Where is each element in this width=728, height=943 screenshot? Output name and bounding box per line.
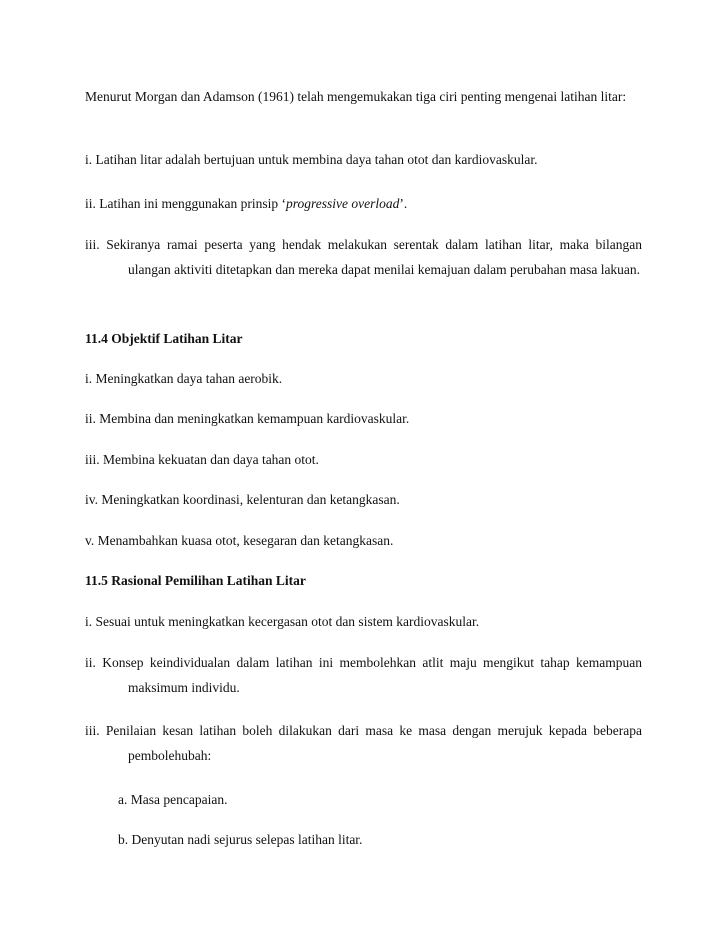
feature-item-2-suffix: ’. [399, 196, 408, 211]
intro-paragraph: Menurut Morgan dan Adamson (1961) telah mengemukakan tiga ciri penting mengenai latihan litar: [85, 89, 627, 104]
feature-item-1: i. Latihan litar adalah bertujuan untuk membina daya tahan otot dan kardiovaskular. [85, 152, 538, 167]
objective-item-4: iv. Meningkatkan koordinasi, kelenturan dan ketangkasan. [85, 492, 400, 507]
objective-item-1: i. Meningkatkan daya tahan aerobik. [85, 371, 283, 386]
objective-item-2: ii. Membina dan meningkatkan kemampuan kardiovaskular. [85, 411, 410, 426]
feature-item-2-emphasis: progressive overload [285, 196, 400, 211]
feature-item-3: iii. Sekiranya ramai peserta yang hendak melakukan serentak dalam latihan litar, maka bilangan ulangan aktiviti ditetapkan dan mereka dapat menilai kemajuan dalam perubahan masa lakuan. [85, 237, 642, 277]
rationale-item-2: ii. Konsep keindividualan dalam latihan ini membolehkan atlit maju mengikut tahap kemampuan maksimum individu. [85, 655, 642, 695]
rationale-item-1: i. Sesuai untuk meningkatkan kecergasan otot dan sistem kardiovaskular. [85, 614, 480, 629]
section-heading-rationale: 11.5 Rasional Pemilihan Latihan Litar [85, 573, 306, 588]
rationale-subitem-b: b. Denyutan nadi sejurus selepas latihan litar. [118, 832, 363, 847]
objective-item-5: v. Menambahkan kuasa otot, kesegaran dan ketangkasan. [85, 533, 394, 548]
feature-item-2-prefix: ii. Latihan ini menggunakan prinsip ‘ [85, 196, 286, 211]
rationale-subitem-a: a. Masa pencapaian. [118, 792, 228, 807]
objective-item-3: iii. Membina kekuatan dan daya tahan otot. [85, 452, 319, 467]
feature-item-2 [85, 191, 642, 216]
rationale-item-3: iii. Penilaian kesan latihan boleh dilakukan dari masa ke masa dengan merujuk kepada beberapa pembolehubah: [85, 723, 642, 763]
section-heading-objectives: 11.4 Objektif Latihan Litar [85, 331, 243, 346]
